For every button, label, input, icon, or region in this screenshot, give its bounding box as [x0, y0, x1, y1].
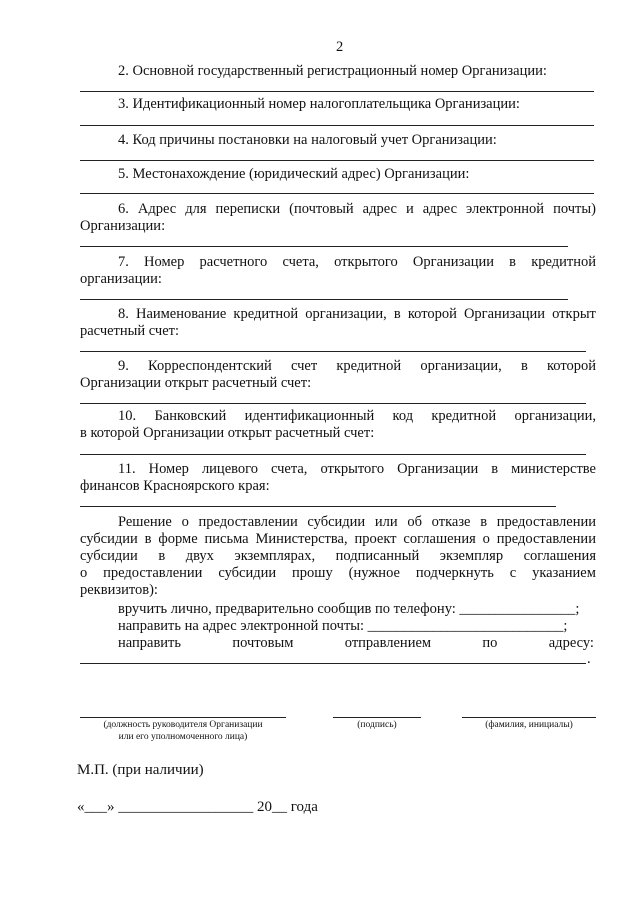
position-caption-line2: или его уполномоченного лица)	[118, 732, 248, 742]
item-2-fill-line[interactable]	[80, 91, 594, 92]
item-3-inn: 3. Идентификационный номер налогоплательщика Организации:	[118, 96, 520, 112]
decision-line4: о предоставлении субсидии прошу (нужное подчеркнуть с указанием	[80, 565, 596, 581]
item-2-ogrn: 2. Основной государственный регистрационный номер Организации:	[118, 63, 547, 79]
item-8-line2: расчетный счет:	[80, 323, 180, 339]
item-10-line1: 10. Банковский идентификационный код кредитной организации,	[118, 408, 596, 424]
item-3-fill-line[interactable]	[80, 125, 594, 126]
name-sign-line[interactable]	[462, 717, 596, 718]
decision-line5: реквизитов):	[80, 582, 158, 598]
option-send-email[interactable]: направить на адрес электронной почты: ___________________________;	[118, 618, 568, 634]
item-4-kpp: 4. Код причины постановки на налоговый учет Организации:	[118, 132, 497, 148]
mail-address-end-dot: .	[587, 651, 591, 667]
name-caption: (фамилия, инициалы)	[485, 720, 573, 730]
date-line[interactable]: «___» __________________ 20__ года	[77, 799, 318, 815]
mail-address-fill-line[interactable]	[80, 663, 586, 664]
position-caption	[80, 719, 286, 743]
item-8-line1: 8. Наименование кредитной организации, в которой Организации открыт	[118, 306, 596, 322]
item-9-line2: Организации открыт расчетный счет:	[80, 375, 312, 391]
option-send-mail[interactable]: направить почтовым отправлением по адресу:	[118, 635, 594, 651]
item-7-line1: 7. Номер расчетного счета, открытого Организации в кредитной	[118, 254, 596, 270]
item-7-fill-line[interactable]	[80, 299, 568, 300]
item-9-line1: 9. Корреспондентский счет кредитной организации, в которой	[118, 358, 596, 374]
item-10-line2: в которой Организации открыт расчетный счет:	[80, 425, 375, 441]
signature-caption: (подпись)	[357, 720, 397, 730]
decision-line3: субсидии в двух экземплярах, подписанный экземпляр соглашения	[80, 548, 596, 564]
signature-sign-line[interactable]	[333, 717, 421, 718]
item-4-fill-line[interactable]	[80, 160, 594, 161]
item-7-line2: организации:	[80, 271, 162, 287]
item-11-line2: финансов Красноярского края:	[80, 478, 270, 494]
item-5-address: 5. Местонахождение (юридический адрес) Организации:	[118, 166, 470, 182]
option-deliver-in-person[interactable]: вручить лично, предварительно сообщив по телефону: ________________;	[118, 601, 580, 617]
item-10-fill-line[interactable]	[80, 454, 586, 455]
item-9-fill-line[interactable]	[80, 403, 586, 404]
item-11-line1: 11. Номер лицевого счета, открытого Организации в министерстве	[118, 461, 596, 477]
decision-line2: субсидии в форме письма Министерства, проект соглашения о предоставлении	[80, 531, 596, 547]
stamp-label: М.П. (при наличии)	[77, 762, 204, 778]
item-6-line1: 6. Адрес для переписки (почтовый адрес и адрес электронной почты)	[118, 201, 596, 217]
item-6-line2: Организации:	[80, 218, 166, 234]
position-sign-line[interactable]	[80, 717, 286, 718]
decision-line1: Решение о предоставлении субсидии или об отказе в предоставлении	[118, 514, 596, 530]
page-number: 2	[336, 39, 344, 55]
item-8-fill-line[interactable]	[80, 351, 586, 352]
item-11-fill-line[interactable]	[80, 506, 556, 507]
item-6-fill-line[interactable]	[80, 246, 568, 247]
position-caption-line1: (должность руководителя Организации	[103, 720, 263, 730]
item-5-fill-line[interactable]	[80, 193, 594, 194]
